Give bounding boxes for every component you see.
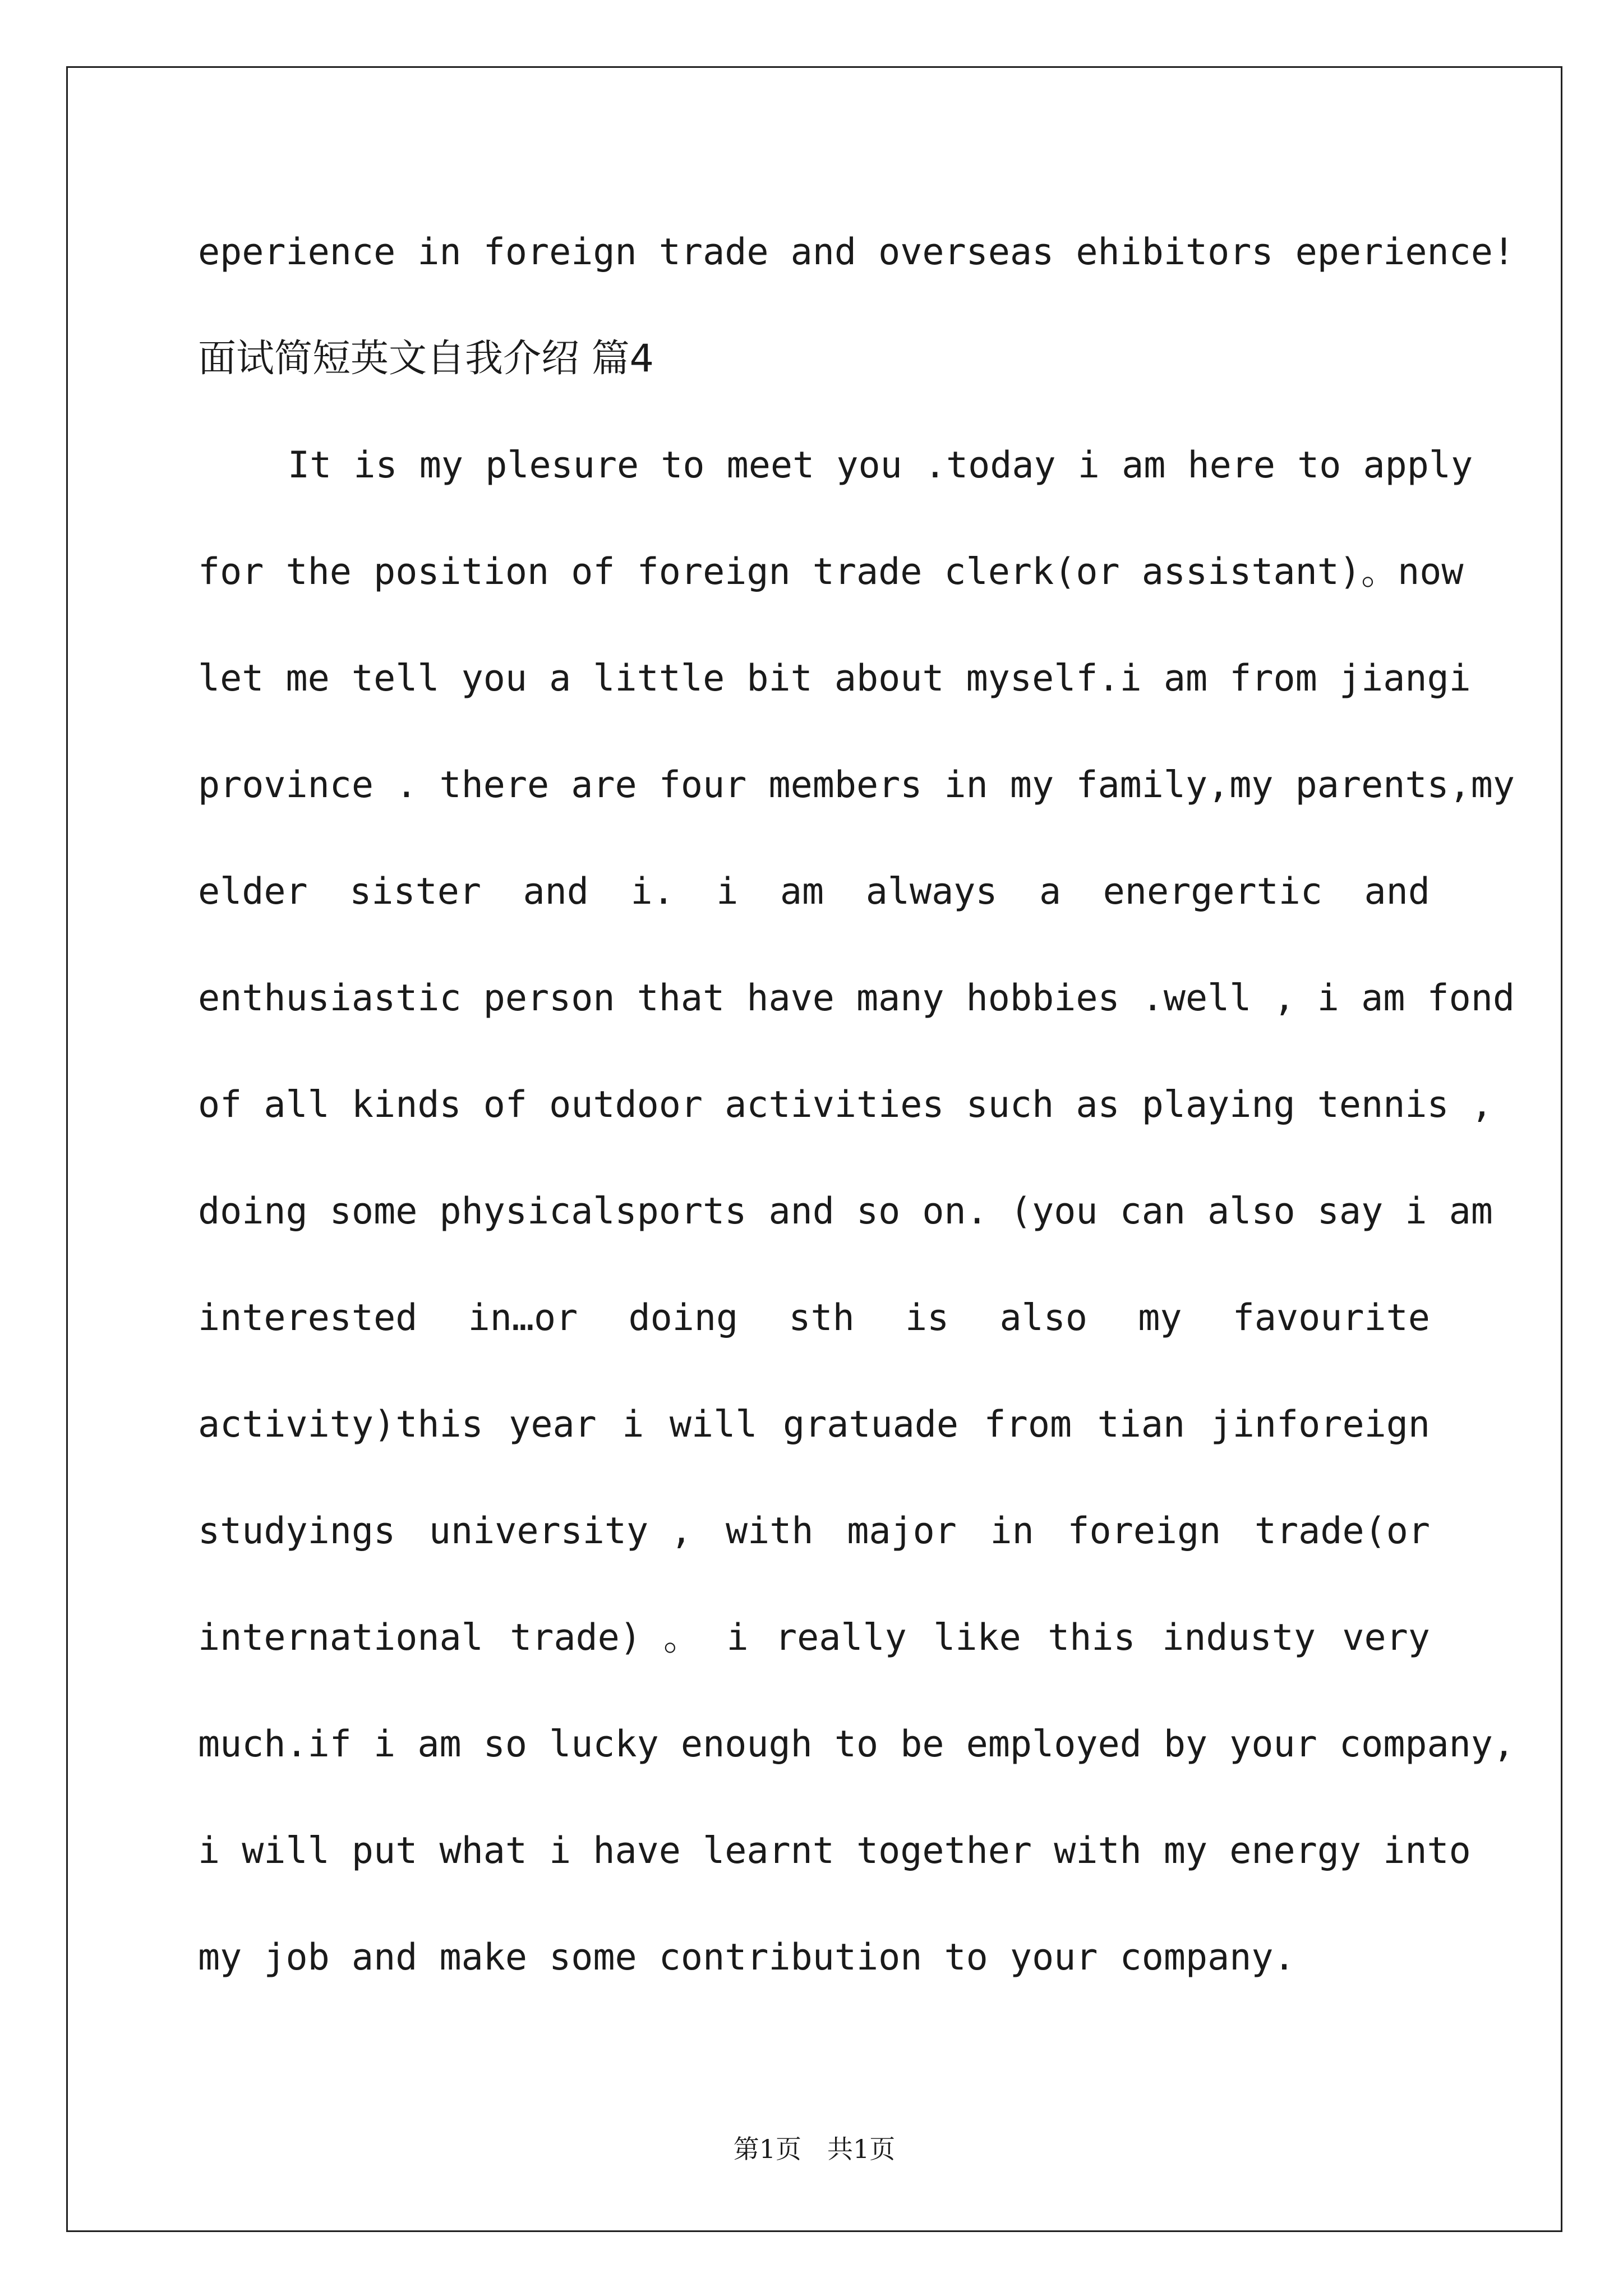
word: also: [999, 1297, 1088, 1339]
word: very: [1342, 1617, 1430, 1659]
word: i: [726, 1617, 749, 1659]
word: trade(or: [1254, 1510, 1430, 1552]
word: university ,: [428, 1510, 693, 1552]
word: doing: [628, 1297, 739, 1339]
section-heading: 面试简短英文自我介绍 篇4: [198, 337, 654, 381]
word: i.: [630, 871, 675, 913]
word: am: [780, 871, 824, 913]
word: activity)this: [198, 1404, 483, 1446]
text-line-justified: [198, 850, 1430, 956]
text-line-justified: [198, 1596, 1430, 1703]
text-line: doing some physicalsports and so on. (you can also say i am: [198, 1190, 1493, 1232]
word: elder: [198, 871, 308, 913]
word: in…or: [468, 1297, 578, 1339]
word: gratuade: [782, 1404, 959, 1446]
word: i: [622, 1404, 644, 1446]
text-line: for the position of foreign trade clerk(or assistant)。now: [198, 551, 1464, 593]
word: sth: [789, 1297, 855, 1339]
text-line: of all kinds of outdoor activities such as playing tennis ,: [198, 1084, 1493, 1126]
page-number-footer: 第1页 共1页: [733, 2134, 896, 2164]
document-body: [198, 210, 1515, 2022]
word: will: [669, 1404, 758, 1446]
word: my: [1138, 1297, 1182, 1339]
word: international: [198, 1617, 483, 1659]
text-line: much.if i am so lucky enough to be employed by your company,: [198, 1723, 1515, 1765]
text-line: It is my plesure to meet you .today i am here to apply: [288, 444, 1473, 486]
word: trade) 。: [510, 1617, 700, 1659]
word: with: [726, 1510, 814, 1552]
word: i: [716, 871, 739, 913]
word: energertic: [1103, 871, 1323, 913]
word: really: [774, 1617, 907, 1659]
text-line-justified: [198, 1383, 1430, 1489]
word: is: [905, 1297, 949, 1339]
text-line: i will put what i have learnt together with my energy into: [198, 1830, 1471, 1872]
text-line: my job and make some contribution to your company.: [198, 1936, 1295, 1978]
word: tian: [1097, 1404, 1186, 1446]
word: jinforeign: [1210, 1404, 1430, 1446]
word: favourite: [1232, 1297, 1430, 1339]
text-line: enthusiastic person that have many hobbies .well , i am fond: [198, 977, 1515, 1019]
word: from: [984, 1404, 1072, 1446]
word: always: [865, 871, 998, 913]
word: studyings: [198, 1510, 396, 1552]
word: industy: [1162, 1617, 1316, 1659]
text-line: let me tell you a little bit about myself.i am from jiangi: [198, 657, 1471, 700]
word: a: [1039, 871, 1062, 913]
word: this: [1048, 1617, 1136, 1659]
word: and: [1364, 871, 1430, 913]
word: sister: [349, 871, 481, 913]
text-line: eperience in foreign trade and overseas ehibitors eperience!: [198, 231, 1515, 273]
word: in: [990, 1510, 1034, 1552]
word: year: [509, 1404, 597, 1446]
word: foreign: [1067, 1510, 1221, 1552]
text-line: province . there are four members in my family,my parents,my: [198, 764, 1515, 806]
word: interested: [198, 1297, 418, 1339]
word: like: [933, 1617, 1021, 1659]
word: and: [523, 871, 589, 913]
word: major: [847, 1510, 957, 1552]
text-line-justified: [198, 1489, 1430, 1596]
text-line-justified: [198, 1276, 1430, 1383]
